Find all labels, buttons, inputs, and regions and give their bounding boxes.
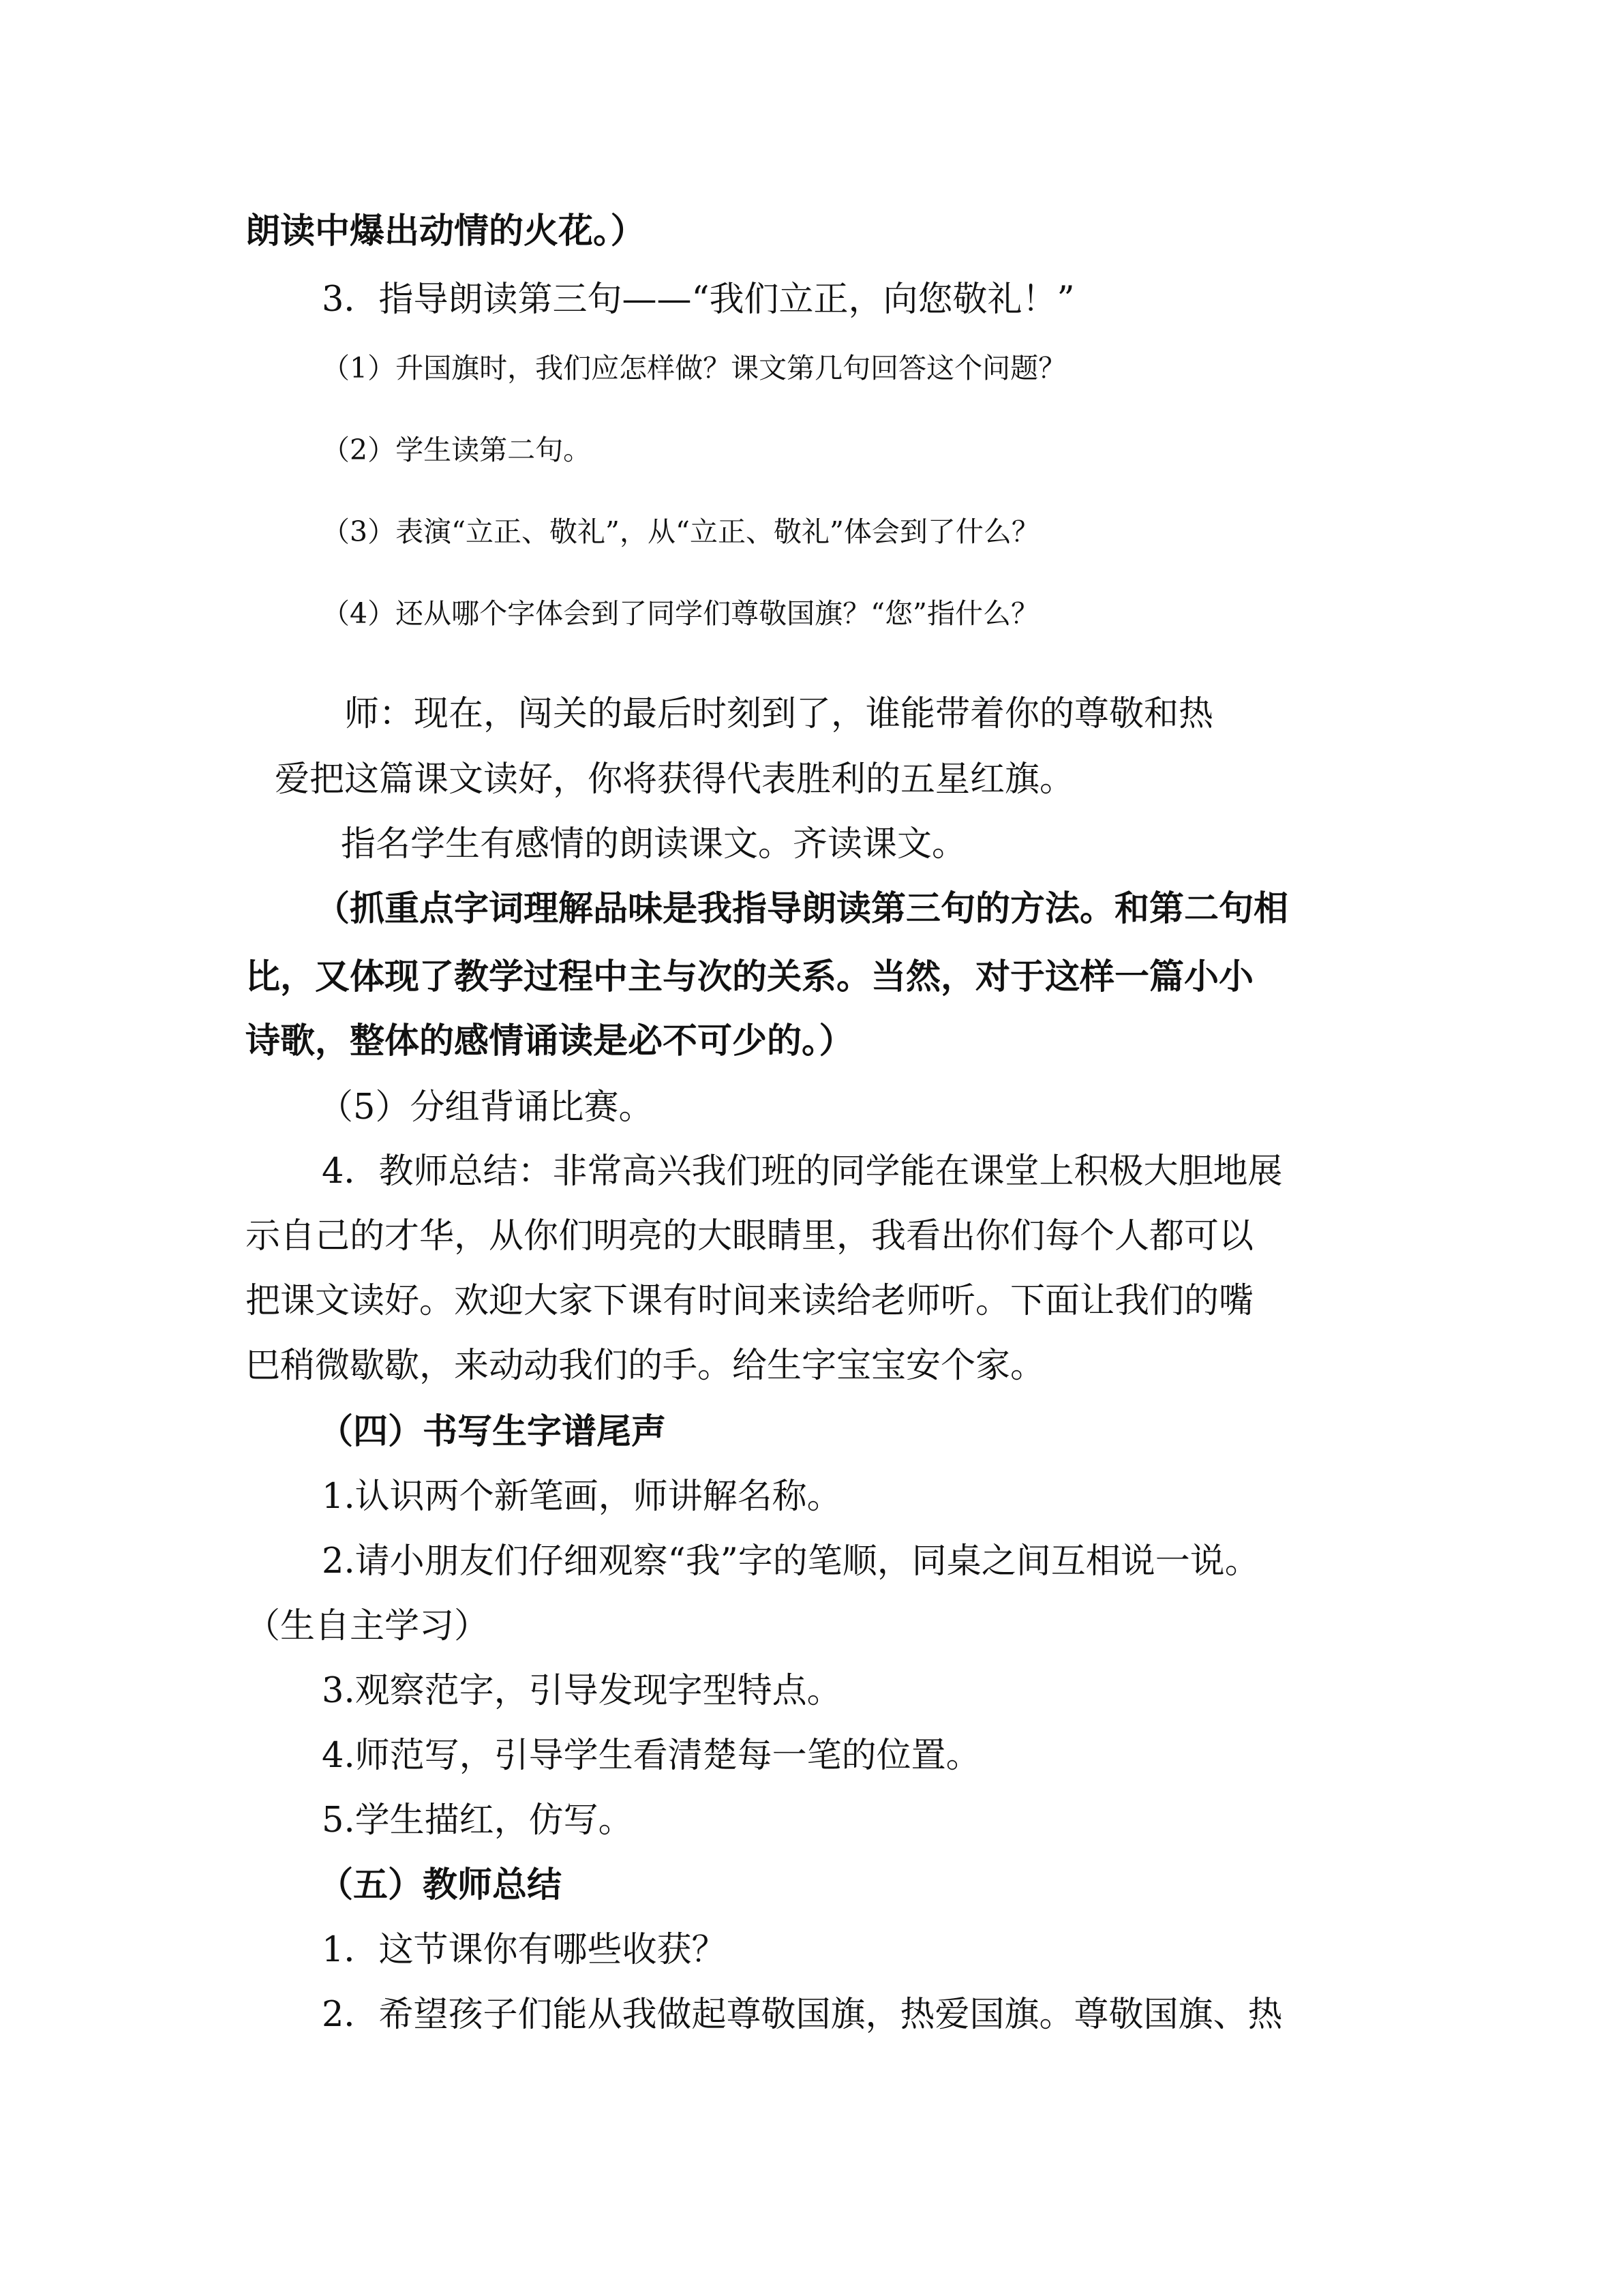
paragraph-line: 4．教师总结：非常高兴我们班的同学能在课堂上积极大胆地展 <box>322 1151 1283 1192</box>
paragraph-line: （生自主学习） <box>245 1606 489 1646</box>
sub-step: （2）学生读第二句。 <box>322 434 592 466</box>
paragraph-line: 指名学生有感情的朗读课文。齐读课文。 <box>341 824 967 864</box>
paragraph-line: 师：现在，闯关的最后时刻到了，谁能带着你的尊敬和热 <box>344 694 1214 734</box>
commentary-text: （抓重点字词理解品味是我指导朗读第三句的方法。和第二句相 <box>315 888 1289 929</box>
sub-step: （1）升国旗时，我们应怎样做？课文第几句回答这个问题？ <box>322 352 1067 384</box>
sub-step: （5）分组背诵比赛。 <box>318 1087 654 1128</box>
list-item: 1．这节课你有哪些收获？ <box>322 1930 727 1970</box>
paragraph-line: 把课文读好。欢迎大家下课有时间来读给老师听。下面让我们的嘴 <box>245 1281 1254 1321</box>
list-item: 5.学生描红，仿写。 <box>322 1800 633 1841</box>
list-item: 1.认识两个新笔画，师讲解名称。 <box>322 1477 842 1517</box>
commentary-text: 比，又体现了教学过程中主与次的关系。当然，对于这样一篇小小 <box>245 956 1254 997</box>
list-item: 2.请小朋友们仔细观察“我”字的笔顺，同桌之间互相说一说。 <box>322 1541 1260 1582</box>
section-heading: （四）书写生字谱尾声 <box>318 1411 667 1452</box>
commentary-text: 诗歌，整体的感情诵读是必不可少的。） <box>245 1021 854 1061</box>
paragraph-line: 巴稍微歇歇，来动动我们的手。给生字宝宝安个家。 <box>245 1346 1046 1386</box>
commentary-text: 朗读中爆出动情的火花。） <box>245 211 646 252</box>
sub-step: （3）表演“立正、敬礼”，从“立正、敬礼”体会到了什么？ <box>322 515 1040 548</box>
list-item: 3.观察范字，引导发现字型特点。 <box>322 1671 842 1711</box>
list-item: 4.师范写，引导学生看清楚每一笔的位置。 <box>322 1736 981 1776</box>
paragraph-line: 爱把这篇课文读好，你将获得代表胜利的五星红旗。 <box>275 759 1075 800</box>
section-heading: （五）教师总结 <box>318 1864 562 1905</box>
step-heading: 3．指导朗读第三句——“我们立正，向您敬礼！” <box>322 280 1075 320</box>
paragraph-line: 示自己的才华，从你们明亮的大眼睛里，我看出你们每个人都可以 <box>245 1216 1254 1256</box>
list-item: 2．希望孩子们能从我做起尊敬国旗，热爱国旗。尊敬国旗、热 <box>322 1995 1283 2035</box>
sub-step: （4）还从哪个字体会到了同学们尊敬国旗？“您”指什么？ <box>322 597 1040 630</box>
